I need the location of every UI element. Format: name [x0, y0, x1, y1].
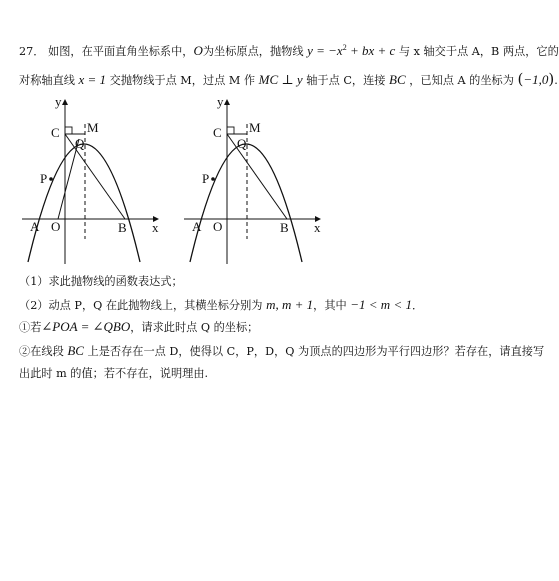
- segment-bc: BC: [389, 72, 406, 87]
- label-o: O: [51, 219, 61, 234]
- question-2-2-text-b: 上是否存在一点 D，使得以 C，P，D，Q 为顶点的四边形为平行四边形？若存在，请直接写: [87, 345, 545, 358]
- label-p: P: [202, 171, 210, 186]
- line2-text-c: 轴于点 C，连接: [306, 74, 386, 87]
- label-c: C: [213, 125, 222, 140]
- point-p-dot: [49, 177, 53, 181]
- right-angle-mark: [65, 127, 72, 134]
- point-p-dot: [211, 177, 215, 181]
- label-q: Q: [75, 136, 85, 151]
- right-angle-mark: [227, 127, 234, 134]
- figure-2: [180, 96, 330, 266]
- line2-text-d: ，已知点 A 的坐标为: [409, 74, 514, 87]
- question-2-abscissas: m, m + 1: [266, 297, 314, 312]
- segment-bc-line: [227, 134, 287, 219]
- question-1: [19, 274, 183, 290]
- problem-line-2: [19, 71, 558, 89]
- question-1-text: （1）求此抛物线的函数表达式；: [19, 275, 183, 288]
- intro-text-3: 与 x 轴交于点 A，B 两点，它的: [398, 45, 559, 58]
- question-2-1-angles: ∠POA = ∠QBO: [41, 319, 131, 334]
- line2-text-b: 交抛物线于点 M，过点 M 作: [109, 74, 256, 87]
- label-b: B: [280, 220, 289, 235]
- label-b: B: [118, 220, 127, 235]
- question-2-1-text-a: ①若: [19, 321, 42, 334]
- figure-1: [18, 96, 168, 266]
- question-2-1-text-b: ，请求此时点 Q 的坐标；: [130, 321, 259, 334]
- question-2-text-a: （2）动点 P，Q 在此抛物线上，其横坐标分别为: [19, 299, 263, 312]
- perpendicular-expression: MC ⊥ y: [258, 72, 303, 87]
- label-x: x: [152, 220, 159, 235]
- label-p: P: [40, 171, 48, 186]
- segment-bc-line: [65, 134, 125, 219]
- question-2-2-text-a: ②在线段: [19, 345, 64, 358]
- origin-symbol: O: [193, 43, 203, 58]
- question-2-text-c: ．: [411, 299, 424, 312]
- label-c: C: [51, 125, 60, 140]
- question-2-2-segment: BC: [67, 343, 84, 358]
- question-2-2-text-c: 出此时 m 的值；若不存在，说明理由.: [19, 367, 209, 380]
- question-2-range: −1 < m < 1: [350, 297, 412, 312]
- problem-line-1: [19, 40, 559, 60]
- question-2: [19, 297, 423, 314]
- point-a-coordinate: (−1,0).: [517, 70, 558, 88]
- segment-aq-line: [58, 139, 79, 219]
- parabola-equation: $y = -x^2$ + bx + c: [307, 43, 396, 58]
- question-2-part-2: [19, 343, 544, 360]
- question-2-text-b: ，其中: [313, 299, 347, 312]
- problem-number: 27．: [19, 45, 45, 58]
- label-m: M: [87, 120, 99, 135]
- label-a: A: [192, 219, 202, 234]
- label-y: y: [217, 94, 224, 109]
- intro-text-1: 如图，在平面直角坐标系中，: [48, 45, 194, 58]
- label-m: M: [249, 120, 261, 135]
- axis-equation: x = 1: [78, 72, 107, 87]
- line2-text-a: 对称轴直线: [19, 74, 75, 87]
- label-a: A: [30, 219, 40, 234]
- question-2-part-2-cont: [19, 366, 208, 382]
- label-x: x: [314, 220, 321, 235]
- label-y: y: [55, 94, 62, 109]
- intro-text-2: 为坐标原点，抛物线: [202, 45, 304, 58]
- question-2-part-1: [19, 319, 258, 336]
- label-o: O: [213, 219, 223, 234]
- label-q: Q: [237, 136, 247, 151]
